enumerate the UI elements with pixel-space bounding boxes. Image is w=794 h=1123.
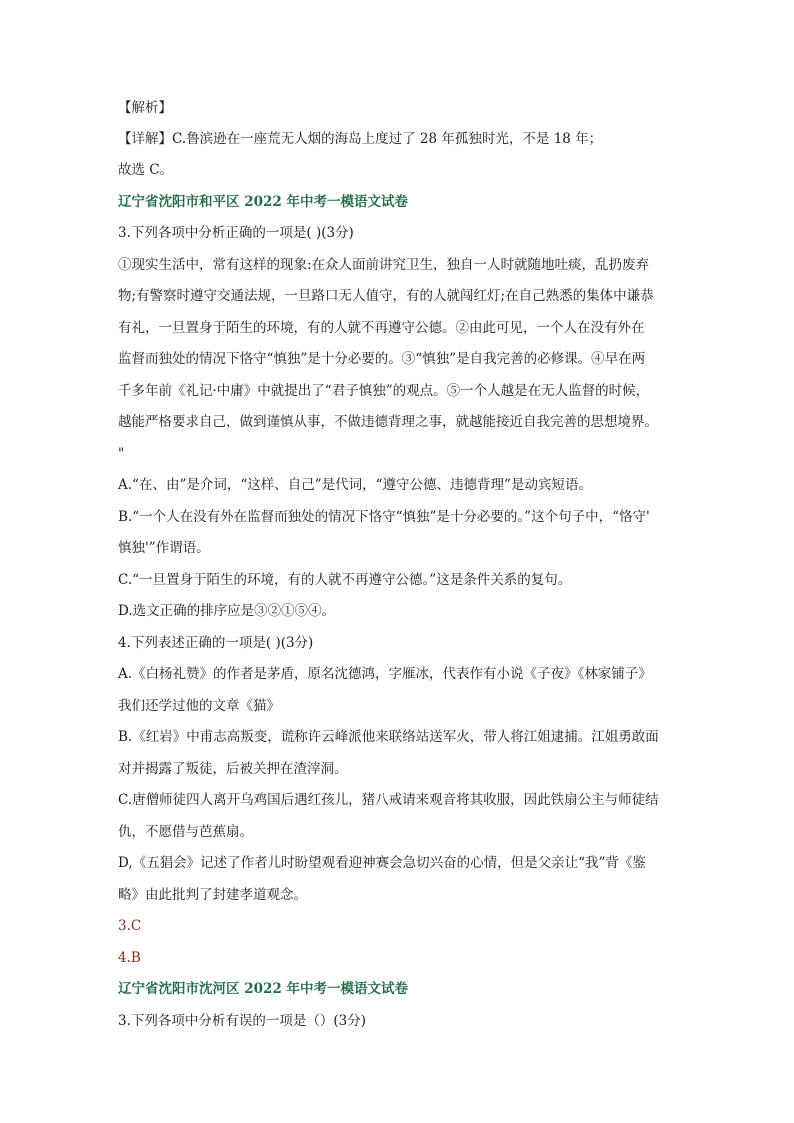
option-b-continued: 对并揭露了叛徒，后被关押在渣滓洞。: [118, 761, 348, 777]
option-a: A.“在、由”是介词，“这样、自己”是代词，“遵守公德、违德背理”是动宾短语。: [118, 477, 592, 493]
analysis-label: 【解析】: [118, 100, 172, 116]
option-d: D,《五猖会》记述了作者儿时盼望观看迎神赛会急切兴奋的心情，但是父亲让“我”背《鉴: [118, 855, 646, 871]
answer-conclusion: 故选 C。: [118, 162, 174, 178]
option-c: C.“一旦置身于陌生的环境，有的人就不再遵守公德。”这是条件关系的复句。: [118, 572, 572, 588]
option-b: B.“一个人在没有外在监督而独处的情况下恪守“慎独”是十分必要的。”这个句子中，“恪守': [118, 509, 650, 525]
passage-line: 有礼，一旦置身于陌生的环境，有的人就不再遵守公德。②由此可见，一个人在没有外在: [118, 320, 645, 336]
option-d-continued: 略》由此批判了封建孝道观念。: [118, 887, 307, 903]
option-d: D.选文正确的排序应是③②①⑤④。: [118, 603, 336, 619]
answer-3: 3.C: [118, 918, 142, 934]
option-a-continued: 我们还学过他的文章《猫》: [118, 698, 280, 714]
option-b: B.《红岩》中甫志高叛变，谎称许云峰派他来联络站送军火，带人将江姐逮捕。江姐勇敢面: [118, 729, 659, 745]
passage-quote-mark: ": [118, 446, 125, 462]
answer-4: 4.B: [118, 950, 141, 966]
passage-line: 越能严格要求自己，做到谨慎从事，不做违德背理之事，就越能接近自我完善的思想境界。: [118, 414, 658, 430]
passage-line: ①现实生活中，常有这样的现象:在众人面前讲究卫生，独自一人时就随地吐痰，乱扔废弃: [118, 257, 650, 273]
question-4-stem: 4.下列表述正确的一项是( )(3分): [118, 635, 314, 651]
section-heading-heping: 辽宁省沈阳市和平区 2022 年中考一模语文试卷: [118, 194, 408, 210]
passage-line: 物;有警察时遵守交通法规，一旦路口无人值守，有的人就闯红灯;在自己熟悉的集体中谦恭: [118, 288, 654, 304]
passage-line: 千多年前《礼记·中庸》中就提出了“君子慎独”的观点。⑤一个人越是在无人监督的时候，: [118, 383, 650, 399]
option-c: C.唐僧师徒四人离开乌鸡国后遇红孩儿，猪八戒请来观音将其收服，因此铁扇公主与师徒结: [118, 792, 659, 808]
option-c-continued: 仇，不愿借与芭蕉扇。: [118, 824, 253, 840]
option-a: A.《白杨礼赞》的作者是茅盾，原名沈德鸿，字雁冰，代表作有小说《子夜》《林家铺子》: [118, 666, 652, 682]
question-3-stem: 3.下列各项中分析有误的一项是（）(3分): [118, 1013, 367, 1029]
passage-line: 监督而独处的情况下恪守“慎独”是十分必要的。③“慎独”是自我完善的必修课。④早在两: [118, 351, 646, 367]
detail-explanation: 【详解】C.鲁滨逊在一座荒无人烟的海岛上度过了 28 年孤独时光，不是 18 年；: [118, 131, 603, 147]
question-3-stem: 3.下列各项中分析正确的一项是( )(3分): [118, 225, 354, 241]
section-heading-shenhe: 辽宁省沈阳市沈河区 2022 年中考一模语文试卷: [118, 981, 408, 997]
option-b-continued: 慎独'”作谓语。: [118, 540, 210, 556]
